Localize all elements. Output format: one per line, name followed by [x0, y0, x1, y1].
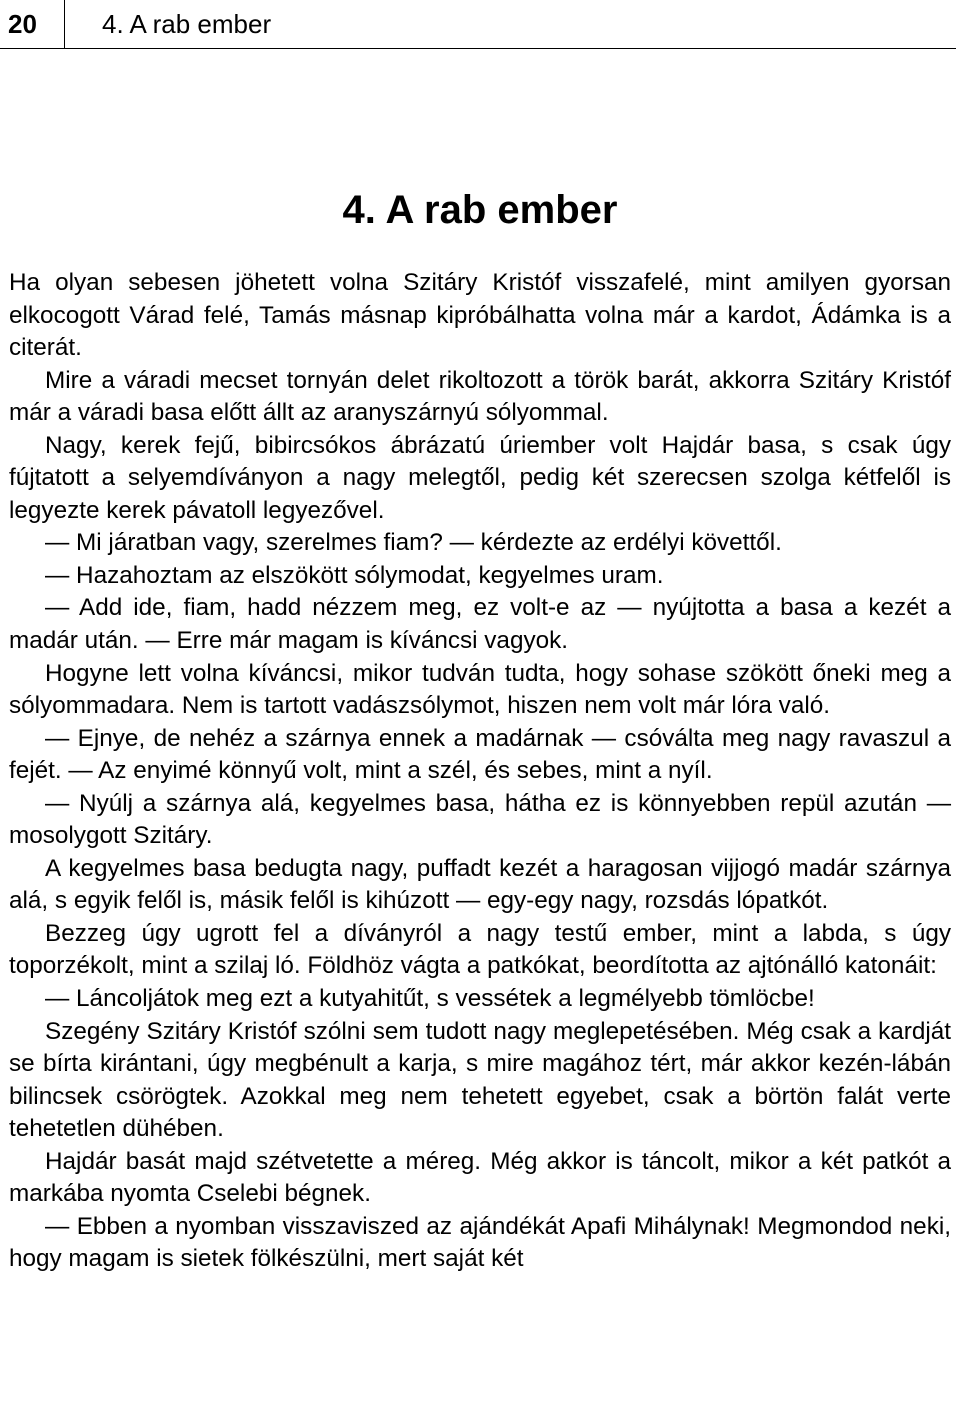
- paragraph-4: — Mi járatban vagy, szerelmes fiam? — kérdezte az erdélyi követtől.: [45, 529, 782, 557]
- page-number: 20: [8, 9, 37, 39]
- paragraph-10: A kegyelmes basa bedugta nagy, puffadt kezét a haragosan vijjogó madár szárnya alá, s egyik felől is, másik felől is kihúzott — egy-egy nagy, rozsdás lópatkót.: [9, 854, 951, 915]
- paragraph-11: Bezzeg úgy ugrott fel a díványról a nagy testű ember, mint a labda, s úgy toporzékolt, mint a szilaj ló. Földhöz vágta a patkókat, beordította az ajtónálló katonáit:: [9, 919, 951, 980]
- paragraph-14: Hajdár basát majd szétvetette a méreg. Még akkor is táncolt, mikor a két patkót a markába nyomta Cselebi bégnek.: [9, 1147, 951, 1208]
- paragraph-9: — Nyúlj a szárnya alá, kegyelmes basa, hátha ez is könnyebben repül azután — mosolygott Szitáry.: [9, 789, 951, 850]
- running-title: 4. A rab ember: [102, 9, 272, 39]
- paragraph-8: — Ejnye, de nehéz a szárnya ennek a madárnak — csóválta meg nagy ravaszul a fejét. — Az enyimé könnyű volt, mint a szél, és sebes, mint a nyíl.: [9, 724, 951, 785]
- page-header: [0, 0, 956, 49]
- paragraph-2: Mire a váradi mecset tornyán delet rikoltozott a török barát, akkorra Szitáry Kristóf már a váradi basa előtt állt az aranyszárnyú sólyommal.: [9, 366, 951, 427]
- paragraph-15: — Ebben a nyomban visszaviszed az ajándékát Apafi Mihálynak! Megmondod neki, hogy magam is sietek fölkészülni, mert saját két: [9, 1212, 951, 1273]
- paragraph-12: — Láncoljátok meg ezt a kutyahitűt, s vessétek a legmélyebb tömlöcbe!: [45, 985, 815, 1013]
- paragraph-6: — Add ide, fiam, hadd nézzem meg, ez volt-e az — nyújtotta a basa a kezét a madár után. — Erre már magam is kíváncsi vagyok.: [9, 594, 951, 655]
- paragraph-5: — Hazahoztam az elszökött sólymodat, kegyelmes uram.: [45, 561, 664, 589]
- paragraph-7: Hogyne lett volna kíváncsi, mikor tudván tudta, hogy sohase szökött őneki meg a sólyommadara. Nem is tartott vadászsólymot, hiszen nem volt már lóra való.: [9, 659, 951, 720]
- paragraph-3: Nagy, kerek fejű, bibircsókos ábrázatú úriember volt Hajdár basa, s csak úgy fújtatott a selyemdíványon a nagy melegtől, pedig két szerecsen szolga kétfelől is legyezte kerek pávatoll legyezővel.: [9, 431, 951, 524]
- paragraph-13: Szegény Szitáry Kristóf szólni sem tudott nagy meglepetésében. Még csak a kardját se bírta kirántani, úgy megbénult a karja, s mire magához tért, már akkor kezén-lábán bilincsek csörögtek. Azokkal meg nem tehetett egyebet, csak a börtön falát verte tehetetlen dühében.: [9, 1017, 951, 1143]
- chapter-title: 4. A rab ember: [342, 188, 618, 232]
- body-text: [9, 267, 951, 1276]
- paragraph-1: Ha olyan sebesen jöhetett volna Szitáry Kristóf visszafelé, mint amilyen gyorsan elkocogott Várad felé, Tamás másnap kipróbálhatta volna már a kardot, Ádámka is a citerát.: [9, 269, 951, 362]
- header-divider: [64, 0, 65, 48]
